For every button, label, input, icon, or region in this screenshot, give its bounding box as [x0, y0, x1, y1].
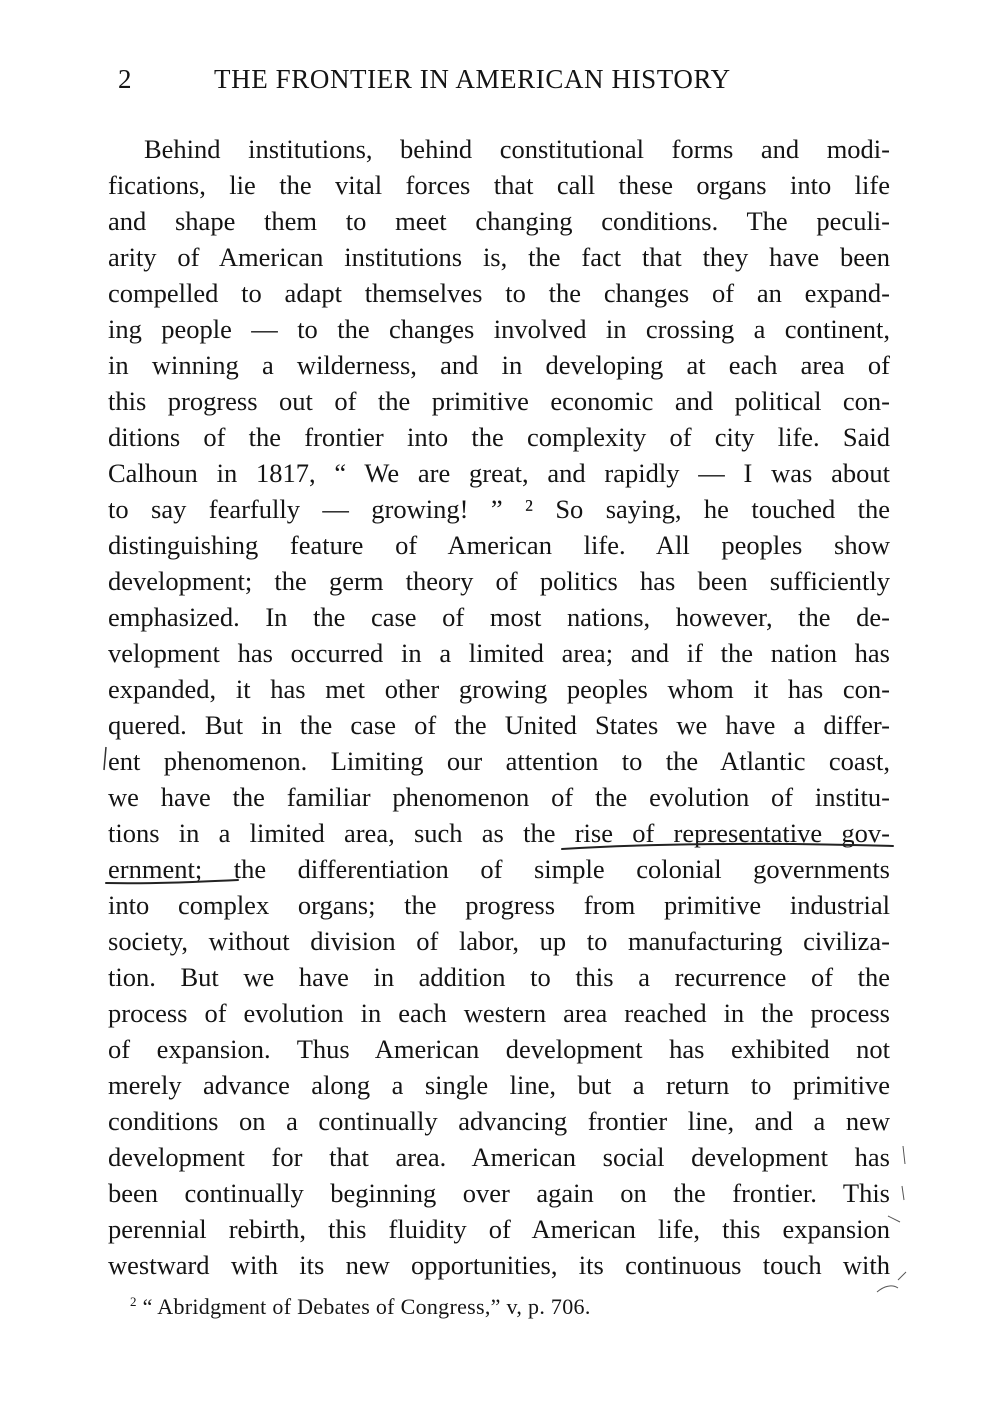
text-line: into complex organs; the progress from primitive industrial [108, 890, 890, 920]
footnote-text: “ Abridgment of Debates of Congress,” v, p. 706. [142, 1294, 591, 1319]
text-line: fications, lie the vital forces that call these organs into life [108, 170, 890, 200]
text-line: quered. But in the case of the United States we have a differ- [108, 710, 890, 740]
text-line: ernment; the differentiation of simple colonial governments [108, 854, 890, 884]
text-line: of expansion. Thus American development has exhibited not [108, 1034, 890, 1064]
running-head [110, 64, 890, 104]
text-line: arity of American institutions is, the fact that they have been [108, 242, 890, 272]
text-line: compelled to adapt themselves to the changes of an expand- [108, 278, 890, 308]
text-line: distinguishing feature of American life. All peoples show [108, 530, 890, 560]
text-line: ditions of the frontier into the complexity of city life. Said [108, 422, 890, 452]
text-line: this progress out of the primitive economic and political con- [108, 386, 890, 416]
running-title: THE FRONTIER IN AMERICAN HISTORY [214, 64, 731, 94]
text-line: been continually beginning over again on the frontier. This [108, 1178, 890, 1208]
text-line: expanded, it has met other growing peoples whom it has con- [108, 674, 890, 704]
text-line: tion. But we have in addition to this a recurrence of the [108, 962, 890, 992]
text-line: process of evolution in each western area reached in the process [108, 998, 890, 1028]
text-line: in winning a wilderness, and in developing at each area of [108, 350, 890, 380]
text-line: we have the familiar phenomenon of the evolution of institu- [108, 782, 890, 812]
text-line: merely advance along a single line, but a return to primitive [108, 1070, 890, 1100]
text-line: to say fearfully — growing! ” ² So saying, he touched the [108, 494, 890, 524]
text-line: perennial rebirth, this fluidity of American life, this expansion [108, 1214, 890, 1244]
text-line: emphasized. In the case of most nations, however, the de- [108, 602, 890, 632]
text-line: Behind institutions, behind constitutional forms and modi- [144, 134, 890, 164]
text-line: ent phenomenon. Limiting our attention to the Atlantic coast, [108, 746, 890, 776]
page-number: 2 [118, 64, 133, 94]
text-line: Calhoun in 1817, “ We are great, and rapidly — I was about [108, 458, 890, 488]
text-line: development for that area. American social development has [108, 1142, 890, 1172]
text-line: westward with its new opportunities, its continuous touch with [108, 1250, 890, 1280]
footnote-marker: 2 [130, 1294, 137, 1309]
text-line: and shape them to meet changing conditions. The peculi- [108, 206, 890, 236]
footnote [130, 1294, 591, 1320]
text-line: tions in a limited area, such as the rise of representative gov- [108, 818, 890, 848]
text-line: development; the germ theory of politics has been sufficiently [108, 566, 890, 596]
body-paragraph [108, 131, 890, 1283]
text-line: conditions on a continually advancing frontier line, and a new [108, 1106, 890, 1136]
text-line: velopment has occurred in a limited area; and if the nation has [108, 638, 890, 668]
text-line: ing people — to the changes involved in crossing a continent, [108, 314, 890, 344]
text-line: society, without division of labor, up to manufacturing civiliza- [108, 926, 890, 956]
